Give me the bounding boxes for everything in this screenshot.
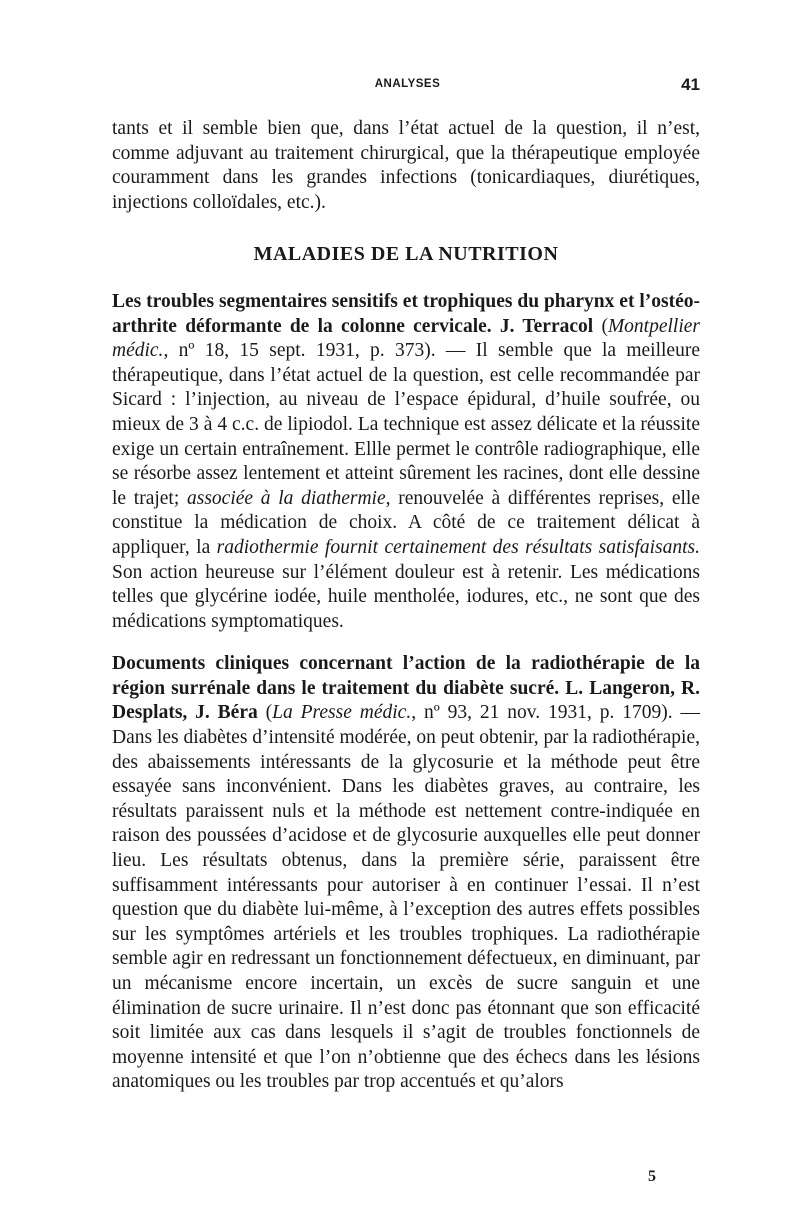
abstract-entry [112,290,700,634]
ref-open: ( [265,702,273,724]
journal-name: Montpellier médic. [112,315,701,362]
abstract-entry [112,652,700,1095]
signature-mark: 5 [648,1168,656,1185]
entry-text: , renouvelée à différentes reprises, elle constitue la médication de choix. A côté de ce traitement délicat à appliquer, la [112,487,700,558]
entry-text: Son action heureuse sur l’élément douleur est à retenir. Les médications telles que glycérine iodée, huile mentholée, iodures, etc., ne sont que des médications symptomatiques. [112,561,700,632]
running-head [115,75,700,100]
entry-title: Documents cliniques concernant l’action de la radiothérapie de la région surrénale dans le traitement du diabète sucré. [112,653,700,699]
entry-authors: J. Terracol [499,315,594,337]
ref-open: ( [601,315,608,337]
page-number: 41 [681,75,700,94]
running-title: ANALYSES [374,78,441,90]
journal-name: La Presse médic. [272,702,412,724]
entry-emphasis: radiothermie fournit certainement des résultats satisfaisants. [216,536,700,558]
entry-text: — Dans les diabètes d’intensité modérée, on peut obtenir, par la radiothérapie, des abaissements intéressants de la glycosurie et la méthode peut être essayée sans inconvénient. Dans les diabètes graves, au contraire, les résultats paraissent nuls et la méthode est nettement contre-indiquée en raison des poussées d’acidose et de glycosurie auxquelles elle peut donner lieu. Les résultats obtenus, dans la première série, paraissent être suffisamment intéressants pour autoriser à en continuer l’essai. Il n’est question que du diabète lui-même, à l’exception des autres effets possibles sur les symptômes artériels et les troubles trophiques. La radiothérapie semble agir en redressant un fonctionnement défectueux, en diminuant, par un mécanisme encore incertain, un excès de sucre sanguin et une élimination de sucre urinaire. Il n’est donc pas étonnant que son efficacité soit limitée aux cas dans lesquels il s’agit de troubles fonctionnels de moyenne intensité et que l’on n’obtienne que des échecs dans les lésions anatomiques ou les troubles par trop accentués et qu’alors [112,702,701,1093]
body-text [112,117,700,1095]
reference-details: , nº 93, 21 nov. 1931, p. 1709). [411,702,673,724]
section-title: MALADIES DE LA NUTRITION [253,243,559,266]
entry-title: Les troubles segmentaires sensitifs et trophiques du pharynx et l’ostéo-arthrite déformante de la colonne cervicale. [112,290,700,337]
entry-authors: L. Langeron, R. Desplats, J. Béra [112,677,701,724]
reference-details: , nº 18, 15 sept. 1931, p. 373). [163,340,436,362]
intro-paragraph: tants et il semble bien que, dans l’état actuel de la question, il n’est, comme adjuvant au traitement chirurgical, que la thérapeutique employée couramment dans les grandes infections (tonicardiaques, diurétiques, injections colloïdales, etc.). [112,118,700,213]
entry-emphasis: associée à la diathermie [187,487,386,509]
entry-text: — Il semble que la meilleure thérapeutique, dans l’état actuel de la question, est celle recommandée par Sicard : l’injection, au niveau de l’espace épidural, d’huile soufrée, ou mieux de 3 à 4 c.c. de lipiodol. La technique est assez délicate et la réussite exige un certain entraînement. Ellle permet le contrôle radiographique, elle se résorbe assez lentement et atteint sûrement les racines, dont elle dessine le trajet; [112,340,700,509]
